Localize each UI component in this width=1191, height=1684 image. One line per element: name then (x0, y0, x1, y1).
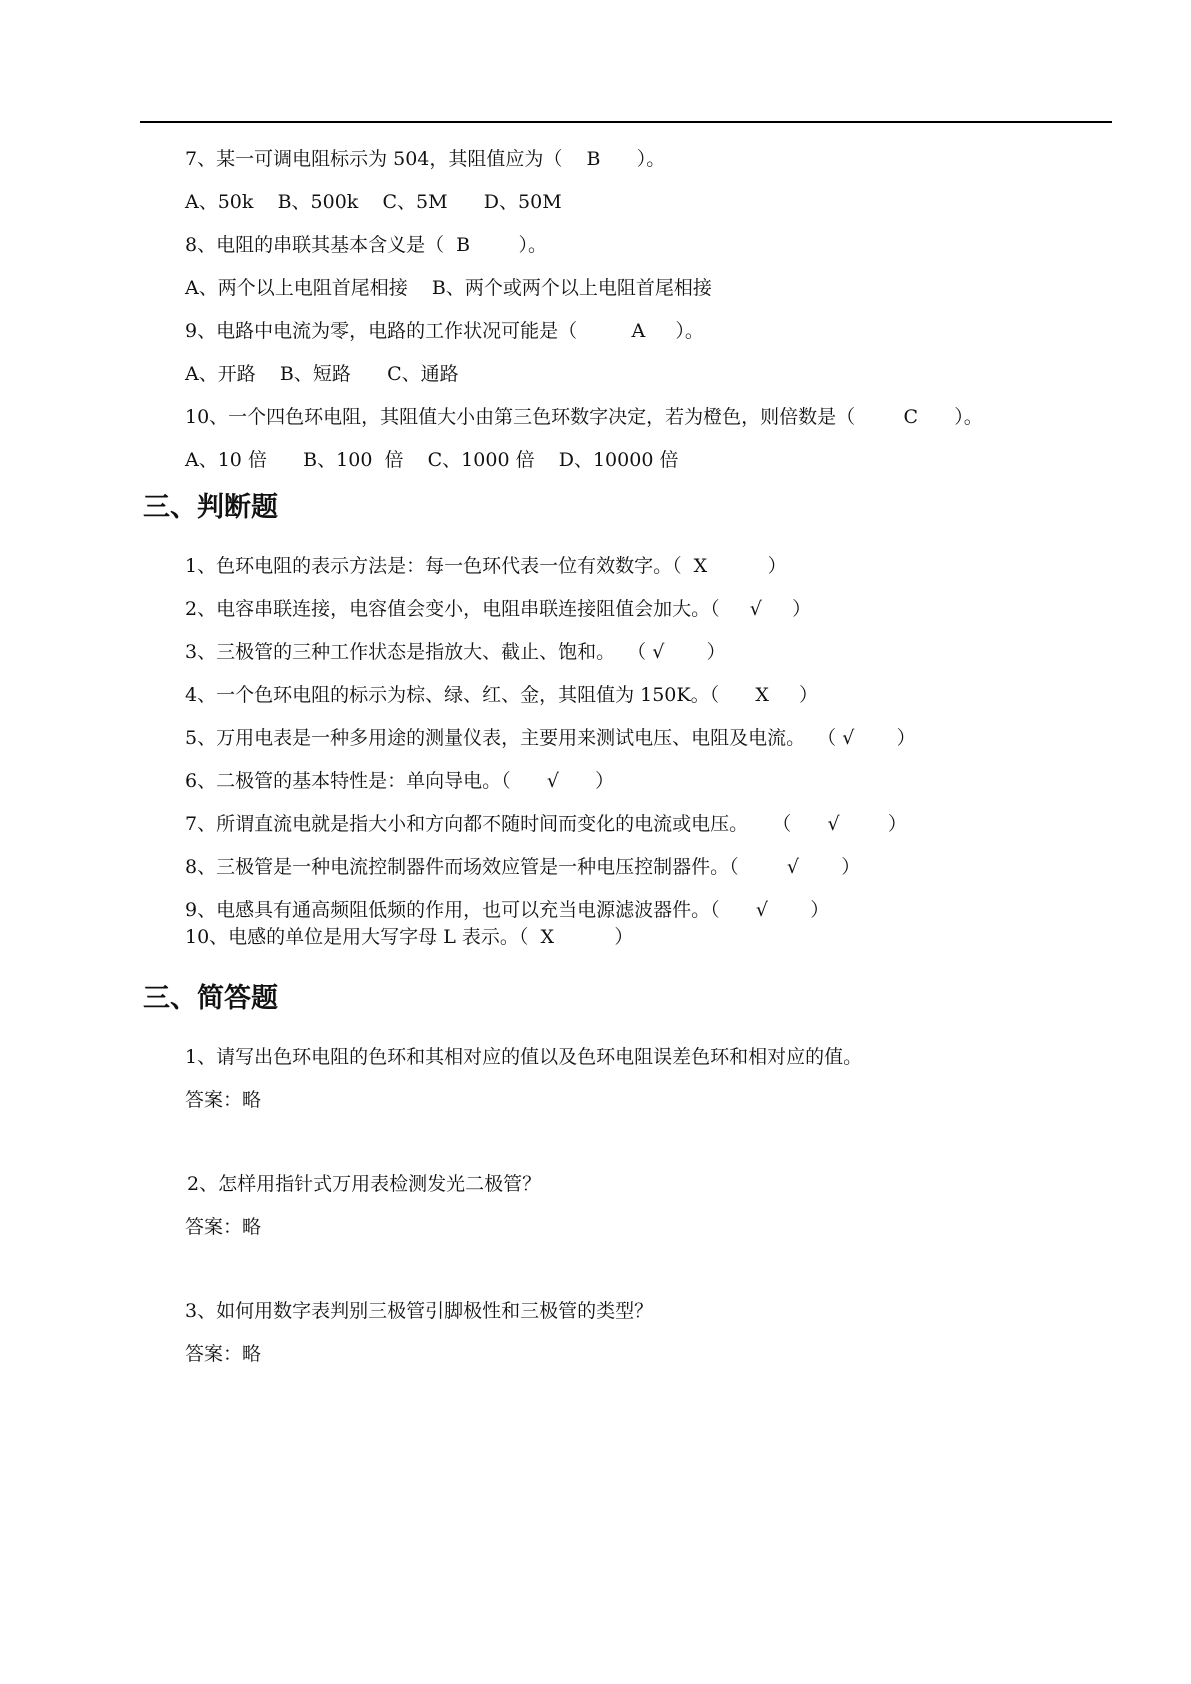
question-9-options: A、开路 B、短路 C、通路 (185, 363, 459, 385)
question-8: 8、电阻的串联其基本含义是（ B ）。 (185, 234, 547, 256)
short-question-1: 1、请写出色环电阻的色环和其相对应的值以及色环电阻误差色环和相对应的值。 (185, 1046, 863, 1068)
judge-item-8: 8、三极管是一种电流控制器件而场效应管是一种电压控制器件。（ √ ） (185, 856, 861, 878)
header-rule (140, 121, 1112, 123)
judge-item-5: 5、万用电表是一种多用途的测量仪表，主要用来测试电压、电阻及电流。 （ √ ） (185, 727, 916, 749)
judge-item-2: 2、电容串联连接，电容值会变小，电阻串联连接阻值会加大。（ √ ） (185, 598, 812, 620)
short-answer-3: 答案：略 (185, 1343, 262, 1365)
judge-item-1: 1、色环电阻的表示方法是：每一色环代表一位有效数字。（ X ） (185, 555, 787, 577)
judge-item-6: 6、二极管的基本特性是：单向导电。（ √ ） (185, 770, 615, 792)
short-answer-2: 答案：略 (185, 1216, 262, 1238)
question-8-options: A、两个以上电阻首尾相接 B、两个或两个以上电阻首尾相接 (185, 277, 712, 299)
question-7: 7、某一可调电阻标示为 504，其阻值应为（ B ）。 (185, 148, 666, 170)
judge-item-7: 7、所谓直流电就是指大小和方向都不随时间而变化的电流或电压。 （ √ ） (185, 813, 907, 835)
judge-item-10: 10、电感的单位是用大写字母 L 表示。（ X ） (185, 926, 634, 948)
judge-item-9: 9、电感具有通高频阻低频的作用，也可以充当电源滤波器件。（ √ ） (185, 899, 830, 921)
question-10: 10、一个四色环电阻，其阻值大小由第三色环数字决定，若为橙色，则倍数是（ C ）。 (185, 406, 983, 428)
section-heading-short-answer: 三、简答题 (143, 983, 278, 1014)
short-question-3: 3、如何用数字表判别三极管引脚极性和三极管的类型？ (185, 1300, 654, 1322)
question-9: 9、电路中电流为零，电路的工作状况可能是（ A ）。 (185, 320, 704, 342)
judge-item-3: 3、三极管的三种工作状态是指放大、截止、饱和。 （ √ ） (185, 641, 726, 663)
question-10-options: A、10 倍 B、100 倍 C、1000 倍 D、10000 倍 (185, 449, 679, 471)
question-7-options: A、50k B、500k C、5M D、50M (185, 191, 562, 213)
judge-item-4: 4、一个色环电阻的标示为棕、绿、红、金，其阻值为 150K。（ X ） (185, 684, 819, 706)
short-question-2: 2、怎样用指针式万用表检测发光二极管？ (187, 1173, 542, 1195)
short-answer-1: 答案：略 (185, 1089, 262, 1111)
section-heading-judge: 三、判断题 (143, 492, 278, 523)
